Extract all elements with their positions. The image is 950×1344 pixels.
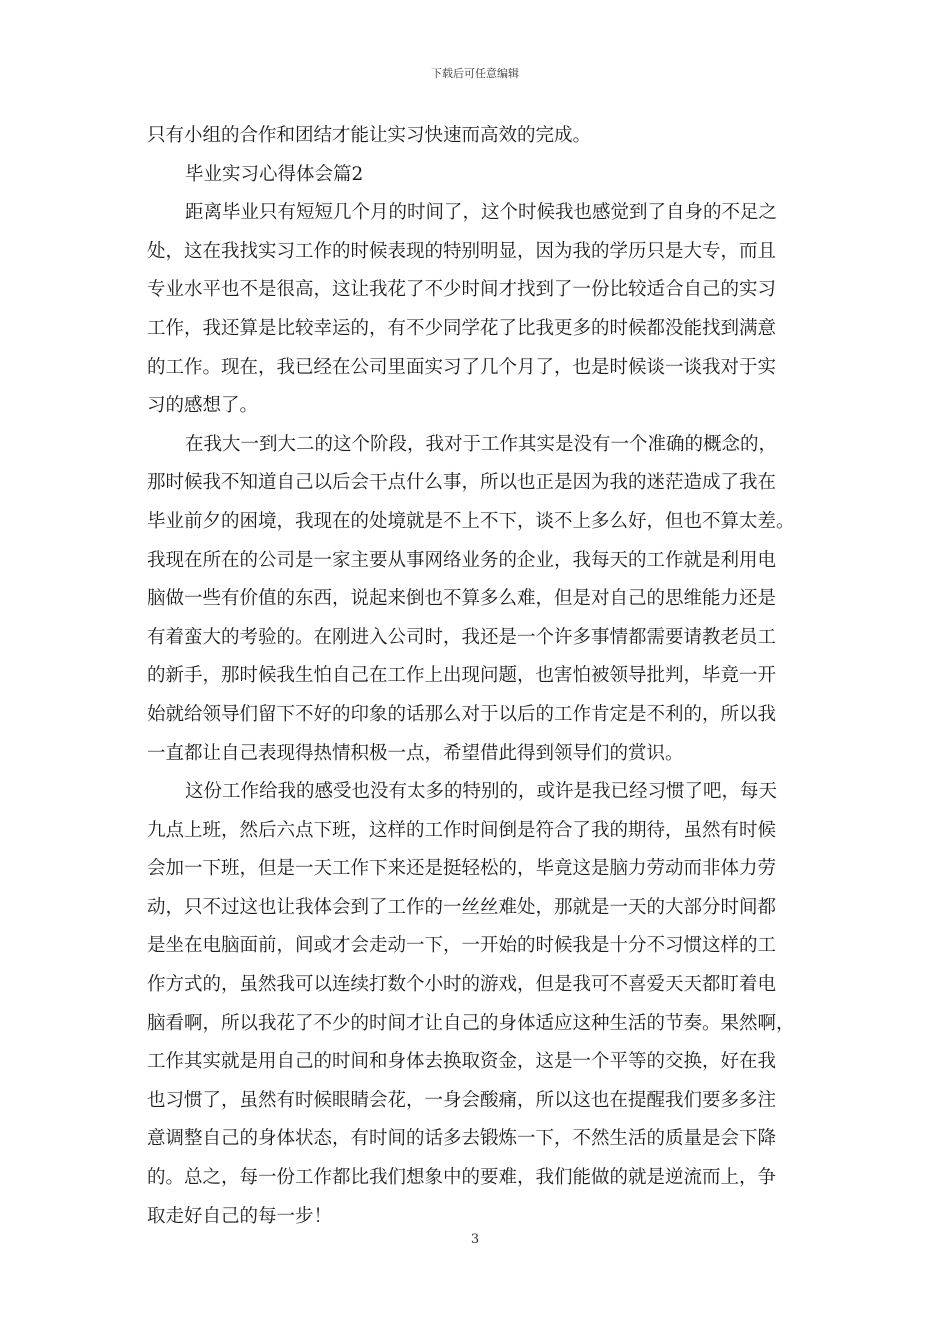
text-line: 作方式的，虽然我可以连续打数个小时的游戏，但是我可不喜爱天天都盯着电 xyxy=(147,974,777,996)
text-line: 这份工作给我的感受也没有太多的特别的，或许是我已经习惯了吧，每天 xyxy=(185,781,778,803)
text-line: 专业水平也不是很高，这让我花了不少时间才找到了一份比较适合自己的实习 xyxy=(147,279,777,301)
text-line: 动，只不过这也让我体会到了工作的一丝丝难处，那就是一天的大部分时间都 xyxy=(147,896,777,918)
text-line: 意调整自己的身体状态，有时间的话多去锻炼一下，不然生活的质量是会下降 xyxy=(147,1128,777,1150)
text-line: 是坐在电脑面前，间或才会走动一下，一开始的时候我是十分不习惯这样的工 xyxy=(147,935,777,957)
text-line: 我现在所在的公司是一家主要从事网络业务的企业，我每天的工作就是利用电 xyxy=(147,549,777,571)
text-line: 工作，我还算是比较幸运的，有不少同学花了比我更多的时候都没能找到满意 xyxy=(147,317,777,339)
text-line: 距离毕业只有短短几个月的时间了，这个时候我也感觉到了自身的不足之 xyxy=(185,202,778,224)
text-line: 脑看啊，所以我花了不少的时间才让自己的身体适应这种生活的节奏。果然啊， xyxy=(147,1012,795,1034)
text-line: 的。总之，每一份工作都比我们想象中的要难，我们能做的就是逆流而上，争 xyxy=(147,1167,777,1189)
document-body xyxy=(147,117,811,1236)
text-line: 习的感想了。 xyxy=(147,395,259,417)
text-line: 九点上班，然后六点下班，这样的工作时间倒是符合了我的期待，虽然有时候 xyxy=(147,819,777,841)
text-line: 会加一下班，但是一天工作下来还是挺轻松的，毕竟这是脑力劳动而非体力劳 xyxy=(147,858,777,880)
text-line: 那时候我不知道自己以后会干点什么事，所以也正是因为我的迷茫造成了我在 xyxy=(147,472,777,494)
text-line: 工作其实就是用自己的时间和身体去换取资金，这是一个平等的交换，好在我 xyxy=(147,1051,777,1073)
page-number: 3 xyxy=(470,1232,480,1247)
text-line: 毕业前夕的困境，我现在的处境就是不上不下，谈不上多么好，但也不算太差。 xyxy=(147,510,795,532)
text-line: 的新手，那时候我生怕自己在工作上出现问题，也害怕被领导批判，毕竟一开 xyxy=(147,665,777,687)
text-line: 脑做一些有价值的东西，说起来倒也不算多么难，但是对自己的思维能力还是 xyxy=(147,588,777,610)
text-line: 在我大一到大二的这个阶段，我对于工作其实是没有一个准确的概念的， xyxy=(185,433,778,455)
text-line: 始就给领导们留下不好的印象的话那么对于以后的工作肯定是不利的，所以我 xyxy=(147,703,777,725)
text-line: 只有小组的合作和团结才能让实习快速而高效的完成。 xyxy=(147,125,592,146)
text-line: 也习惯了，虽然有时候眼睛会花，一身会酸痛，所以这也在提醒我们要多多注 xyxy=(147,1089,777,1111)
text-line: 毕业实习心得体会篇2 xyxy=(185,163,364,185)
text-line: 取走好自己的每一步！ xyxy=(147,1205,333,1227)
text-line: 处，这在我找实习工作的时候表现的特别明显，因为我的学历只是大专，而且 xyxy=(147,240,777,262)
text-line: 一直都让自己表现得热情积极一点，希望借此得到领导们的赏识。 xyxy=(147,742,684,764)
page-header: 下载后可任意编辑 xyxy=(431,67,519,80)
text-line: 的工作。现在，我已经在公司里面实习了几个月了，也是时候谈一谈我对于实 xyxy=(147,356,777,378)
text-line: 有着蛮大的考验的。在刚进入公司时，我还是一个许多事情都需要请教老员工 xyxy=(147,626,777,648)
